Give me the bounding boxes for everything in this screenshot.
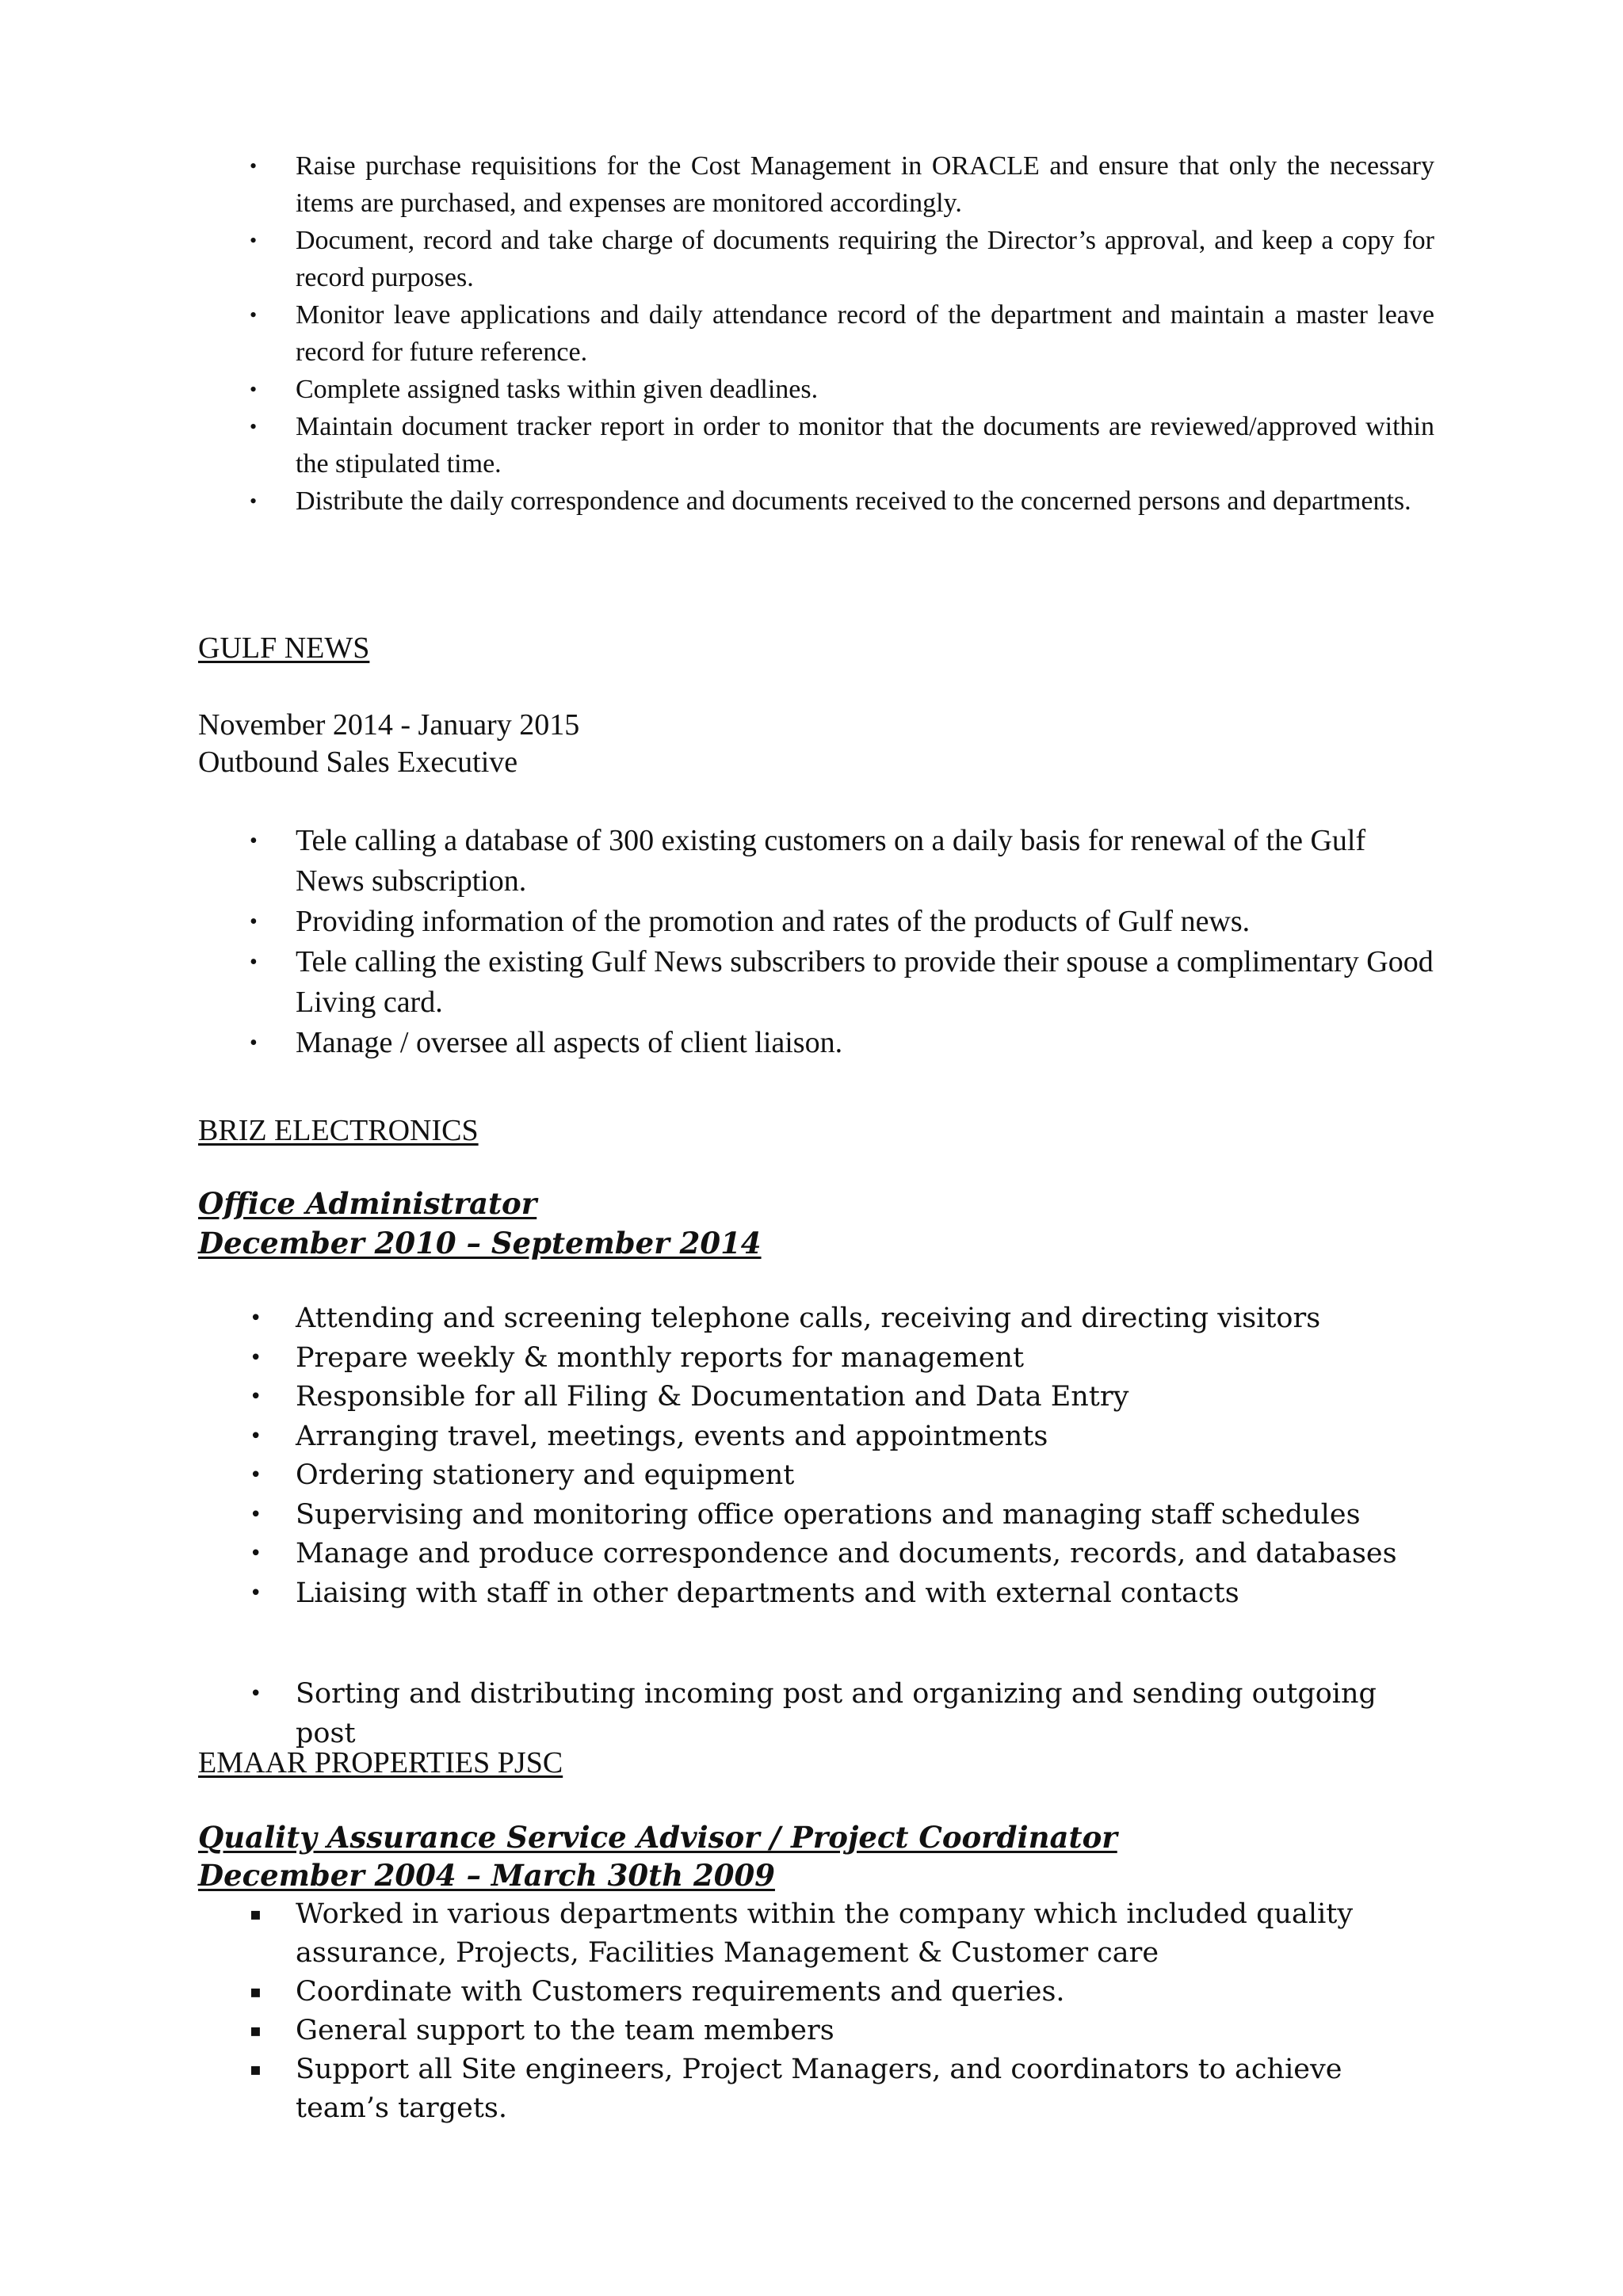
- list-item: • Tele calling the existing Gulf News subscribers to provide their spouse a complimentary Good Living card.: [198, 942, 1434, 1023]
- bullet-icon: •: [250, 1463, 262, 1487]
- list-item: ▪ Worked in various departments within the company which included quality assurance, Projects, Facilities Management & Customer care: [198, 1895, 1434, 1973]
- list-item: ▪ General support to the team members: [198, 2012, 1434, 2050]
- company-heading-emaar: EMAAR PROPERTIES PJSC: [198, 1746, 563, 1779]
- list-item: ▪ Coordinate with Customers requirements and queries.: [198, 1973, 1434, 2012]
- company-heading-gulf-news: GULF NEWS: [198, 631, 370, 665]
- bullet-icon: •: [250, 378, 258, 401]
- bullet-icon: •: [250, 1682, 262, 1706]
- briz-electronics-duties-list: [198, 1299, 1434, 1613]
- bullet-icon: •: [250, 1424, 262, 1448]
- list-item: • Arranging travel, meetings, events and appointments: [198, 1417, 1434, 1457]
- bullet-icon: •: [250, 1031, 258, 1055]
- bullet-icon: •: [250, 1385, 262, 1409]
- square-bullet-icon: ▪: [250, 1905, 262, 1924]
- list-item: • Attending and screening telephone calls, receiving and directing visitors: [198, 1299, 1434, 1339]
- bullet-icon: •: [250, 910, 258, 934]
- list-item: • Supervising and monitoring office operations and managing staff schedules: [198, 1496, 1434, 1535]
- list-item: ▪ Support all Site engineers, Project Managers, and coordinators to achieve team’s targets.: [198, 2050, 1434, 2128]
- list-item: • Ordering stationery and equipment: [198, 1456, 1434, 1496]
- previous-role-duties-list: [198, 147, 1434, 520]
- list-item: • Providing information of the promotion and rates of the products of Gulf news.: [198, 902, 1434, 942]
- list-item: • Responsible for all Filing & Documentation and Data Entry: [198, 1378, 1434, 1417]
- list-item: • Document, record and take charge of documents requiring the Director’s approval, and keep a copy for record purposes.: [198, 222, 1434, 296]
- square-bullet-icon: ▪: [250, 2021, 262, 2041]
- job-title-gulf-news: Outbound Sales Executive: [198, 746, 518, 779]
- bullet-icon: •: [250, 829, 258, 853]
- bullet-icon: •: [250, 303, 258, 326]
- bullet-icon: •: [250, 950, 258, 974]
- job-period-briz-electronics: December 2010 – September 2014: [198, 1226, 762, 1261]
- gulf-news-duties-list: [198, 821, 1434, 1063]
- list-item: • Distribute the daily correspondence and documents received to the concerned persons and departments.: [198, 482, 1434, 520]
- job-title-emaar: Quality Assurance Service Advisor / Project Coordinator: [198, 1820, 1117, 1855]
- list-item: • Monitor leave applications and daily attendance record of the department and maintain a master leave record for future reference.: [198, 296, 1434, 371]
- list-item: • Raise purchase requisitions for the Cost Management in ORACLE and ensure that only the necessary items are purchased, and expenses are monitored accordingly.: [198, 147, 1434, 222]
- bullet-icon: •: [250, 229, 258, 252]
- bullet-icon: •: [250, 1345, 262, 1370]
- job-period-gulf-news: November 2014 - January 2015: [198, 708, 580, 742]
- list-item: • Maintain document tracker report in order to monitor that the documents are reviewed/approved within the stipulated time.: [198, 408, 1434, 482]
- square-bullet-icon: ▪: [250, 2060, 262, 2080]
- job-period-emaar: December 2004 – March 30th 2009: [198, 1858, 775, 1893]
- list-item: • Liaising with staff in other departments and with external contacts: [198, 1574, 1434, 1614]
- bullet-icon: •: [250, 1581, 262, 1605]
- list-item: • Prepare weekly & monthly reports for management: [198, 1339, 1434, 1379]
- bullet-icon: •: [250, 1542, 262, 1566]
- list-item: • Manage / oversee all aspects of client liaison.: [198, 1023, 1434, 1063]
- list-item: • Sorting and distributing incoming post and organizing and sending outgoing post: [198, 1675, 1434, 1753]
- square-bullet-icon: ▪: [250, 1982, 262, 2002]
- bullet-icon: •: [250, 1306, 262, 1330]
- briz-electronics-extra-duty-list: [198, 1675, 1434, 1753]
- job-title-briz-electronics: Office Administrator: [198, 1186, 537, 1221]
- list-item: • Complete assigned tasks within given deadlines.: [198, 371, 1434, 408]
- bullet-icon: •: [250, 415, 258, 438]
- company-heading-briz-electronics: BRIZ ELECTRONICS: [198, 1114, 479, 1147]
- list-item: • Tele calling a database of 300 existing customers on a daily basis for renewal of the Gulf News subscription.: [198, 821, 1434, 902]
- bullet-icon: •: [250, 154, 258, 177]
- list-item: • Manage and produce correspondence and documents, records, and databases: [198, 1535, 1434, 1574]
- bullet-icon: •: [250, 1502, 262, 1527]
- emaar-duties-list: [198, 1895, 1434, 2128]
- bullet-icon: •: [250, 490, 258, 513]
